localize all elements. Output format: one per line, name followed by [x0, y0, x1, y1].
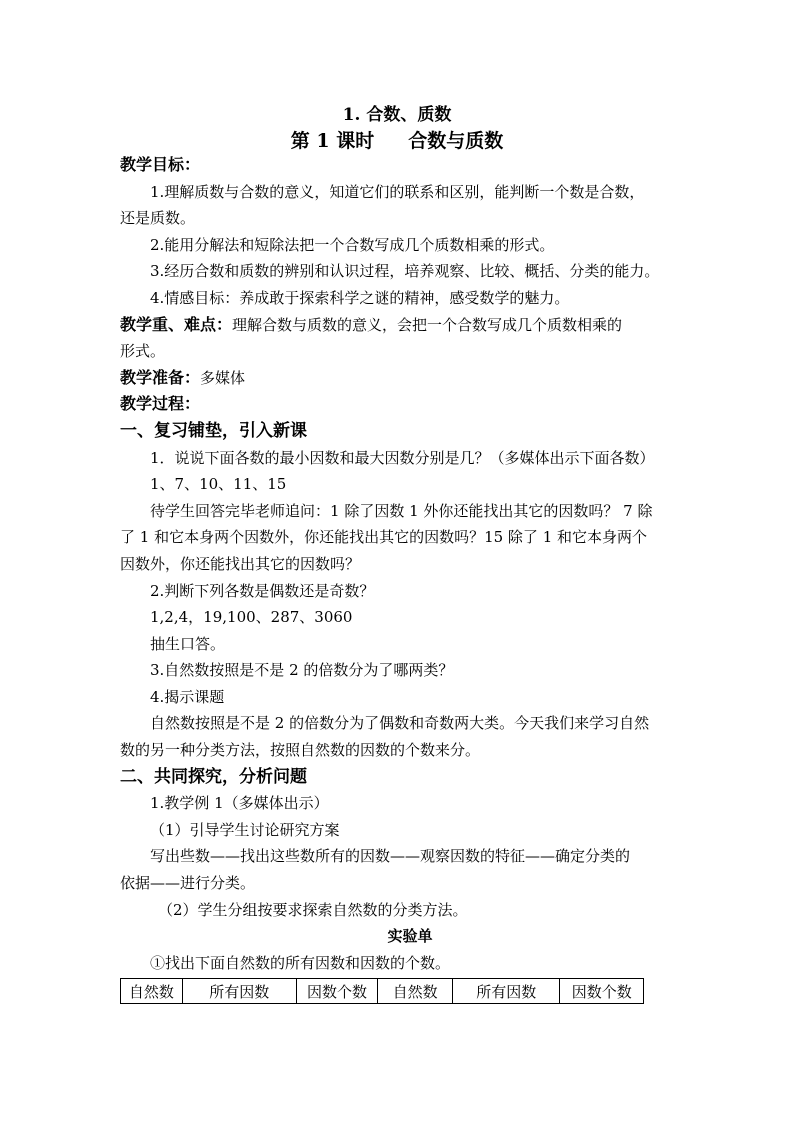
- line-label: 教学重、难点：: [120, 314, 233, 334]
- text-line: 了 1 和它本身两个因数外，你还能找出其它的因数吗？15 除了 1 和它本身两个: [120, 528, 648, 547]
- table-header-row: [121, 979, 644, 1004]
- table-header-cell: 自然数: [378, 979, 453, 1004]
- section-heading: 教学目标：: [120, 155, 201, 174]
- table-header-cell: 因数个数: [296, 979, 377, 1004]
- text-line: 因数外，你还能找出其它的因数吗？: [120, 554, 361, 573]
- text-line: 1,2,4，19,100、287、3060: [150, 608, 353, 627]
- text-line: （1）引导学生讨论研究方案: [150, 820, 340, 839]
- text-line: 还是质数。: [120, 209, 196, 228]
- labeled-line: [120, 365, 680, 392]
- text-line: ①找出下面自然数的所有因数和因数的个数。: [150, 953, 451, 972]
- table-header-cell: 所有因数: [182, 979, 296, 1004]
- experiment-table: [120, 978, 644, 1004]
- line-text: 多媒体: [200, 368, 246, 387]
- table-header-cell: 自然数: [121, 979, 183, 1004]
- lesson-body: [120, 152, 680, 976]
- text-line: 1.教学例 1（多媒体出示）: [150, 794, 329, 813]
- text-line: 4.情感目标：养成敢于探索科学之谜的精神，感受数学的魅力。: [150, 288, 570, 307]
- text-line: 自然数按照是不是 2 的倍数分为了偶数和奇数两大类。今天我们来学习自然: [150, 714, 650, 733]
- text-line: 形式。: [120, 342, 166, 361]
- text-line: 数的另一种分类方法，按照自然数的因数的个数来分。: [120, 741, 481, 760]
- text-line: 1、7、10、11、15: [150, 475, 287, 494]
- lesson-number: 第 1 课时: [290, 130, 375, 152]
- lesson-topic: 合数与质数: [408, 130, 504, 152]
- text-line: 3.自然数按照是不是 2 的倍数分为了哪两类？: [150, 661, 454, 680]
- text-line: 写出些数——找出这些数所有的因数——观察因数的特征——确定分类的: [150, 847, 631, 866]
- text-line: 1.理解质数与合数的意义，知道它们的联系和区别，能判断一个数是合数，: [150, 182, 645, 201]
- text-line: 依据——进行分类。: [120, 874, 256, 893]
- section-heading: 教学过程：: [120, 394, 201, 414]
- text-line: 4.揭示课题: [150, 687, 225, 706]
- table-header-cell: 因数个数: [560, 979, 644, 1004]
- part-heading: 二、共同探究，分析问题: [120, 766, 307, 787]
- text-line: 3.经历合数和质数的辨别和认识过程，培养观察、比较、概括、分类的能力。: [150, 262, 660, 281]
- table-header-cell: 所有因数: [453, 979, 560, 1004]
- line-text: 理解合数与质数的意义，会把一个合数写成几个质数相乘的: [232, 315, 623, 334]
- text-line: 2.能用分解法和短除法把一个合数写成几个质数相乘的形式。: [150, 235, 555, 254]
- part-heading: 一、复习铺垫，引入新课: [120, 420, 307, 441]
- lesson-title: [0, 126, 794, 153]
- worksheet-title: 实验单: [387, 927, 433, 946]
- section-title: 1. 合数、质数: [342, 105, 452, 125]
- line-label: 教学准备：: [120, 367, 201, 387]
- labeled-line: [120, 312, 680, 339]
- text-line: 1．说说下面各数的最小因数和最大因数分别是几？（多媒体出示下面各数）: [150, 448, 655, 467]
- text-line: 2.判断下列各数是偶数还是奇数？: [150, 581, 375, 600]
- text-line: （2）学生分组按要求探索自然数的分类方法。: [158, 900, 468, 919]
- text-line: 待学生回答完毕老师追问：1 除了因数 1 外你还能找出其它的因数吗？ 7 除: [150, 501, 653, 520]
- text-line: 抽生口答。: [150, 634, 226, 653]
